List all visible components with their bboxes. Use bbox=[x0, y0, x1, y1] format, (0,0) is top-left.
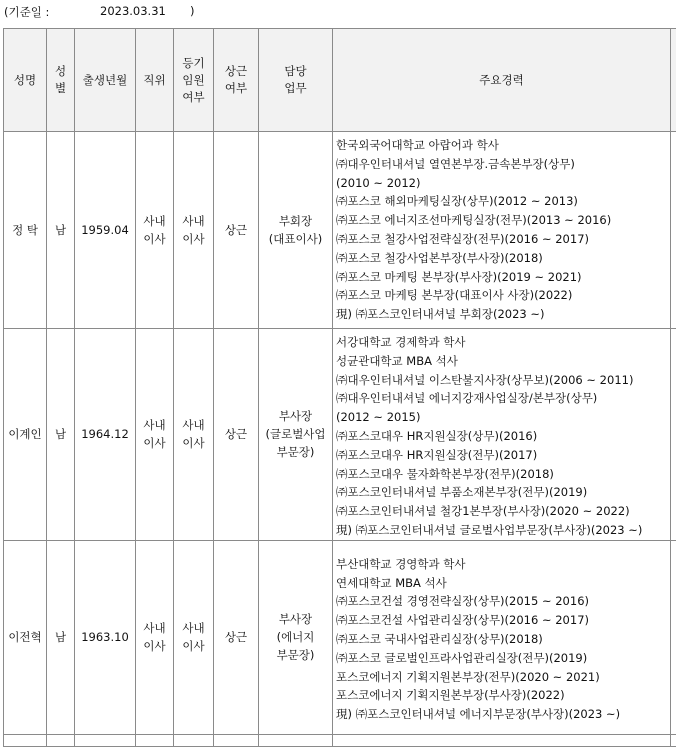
cell-career bbox=[333, 540, 671, 734]
cell-title: 사내 이사 bbox=[136, 540, 174, 734]
career-line: ㈜대우인터내셔널 이스탄불지사장(상무보)(2006 ~ 2011) bbox=[336, 371, 670, 390]
cell-gender: 남 bbox=[47, 132, 75, 329]
career-line: ㈜포스코 마케팅 본부장(대표이사 사장)(2022) bbox=[336, 286, 670, 305]
career-line: 성균관대학교 MBA 석사 bbox=[336, 352, 670, 371]
career-line: 한국외국어대학교 아랍어과 학사 bbox=[336, 136, 670, 155]
cell-gender: 남 bbox=[47, 540, 75, 734]
cell-career bbox=[333, 329, 671, 541]
cell-career bbox=[333, 132, 671, 329]
career-line: 부산대학교 경영학과 학사 bbox=[336, 555, 670, 574]
cell-gender: 남 bbox=[47, 329, 75, 541]
career-line: ㈜대우인터내셔널 에너지강재사업실장/본부장(상무) bbox=[336, 389, 670, 408]
executive-table bbox=[3, 28, 676, 747]
career-line: ㈜포스코인터내셔널 부품소재본부장(전무)(2019) bbox=[336, 483, 670, 502]
cell-title: 사내 이사 bbox=[136, 132, 174, 329]
cell-name: 이계인 bbox=[4, 329, 47, 541]
cell-fulltime: 상근 bbox=[214, 329, 259, 541]
header-row bbox=[4, 29, 676, 132]
career-line: ㈜포스코 글로벌인프라사업관리실장(전무)(2019) bbox=[336, 649, 670, 668]
header-gender: 성 별 bbox=[47, 29, 75, 132]
cell-birth: 1964.12 bbox=[75, 329, 136, 541]
basis-close: ) bbox=[190, 4, 195, 18]
career-line: ㈜포스코대우 HR지원실장(전무)(2017) bbox=[336, 446, 670, 465]
header-duty: 담당 업무 bbox=[259, 29, 333, 132]
basis-date-line bbox=[0, 0, 676, 24]
basis-date: 2023.03.31 bbox=[100, 4, 166, 18]
cell-fulltime: 상근 bbox=[214, 540, 259, 734]
career-line: ㈜포스코 해외마케팅실장(상무)(2012 ~ 2013) bbox=[336, 192, 670, 211]
career-line: ㈜포스코건설 사업관리실장(상무)(2016 ~ 2017) bbox=[336, 611, 670, 630]
cell-fulltime: 상근 bbox=[214, 132, 259, 329]
career-line: 서강대학교 경제학과 학사 bbox=[336, 333, 670, 352]
cell-name: 이전혁 bbox=[4, 540, 47, 734]
career-line: ㈜포스코 철강사업본부장(부사장)(2018) bbox=[336, 249, 670, 268]
career-line: 現) ㈜포스코인터내셔널 글로벌사업부문장(부사장)(2023 ~) bbox=[336, 521, 670, 540]
spacer-cell bbox=[671, 132, 676, 329]
career-line: ㈜포스코인터내셔널 철강1본부장(부사장)(2020 ~ 2022) bbox=[336, 502, 670, 521]
header-career: 주요경력 bbox=[333, 29, 671, 132]
header-spacer bbox=[671, 29, 676, 132]
cell-registered: 사내 이사 bbox=[174, 329, 214, 541]
career-line: ㈜포스코대우 HR지원실장(상무)(2016) bbox=[336, 427, 670, 446]
cell-duty: 부사장 (에너지 부문장) bbox=[259, 540, 333, 734]
spacer-cell bbox=[671, 540, 676, 734]
table-row bbox=[4, 132, 676, 329]
career-line: ㈜포스코 국내사업관리실장(상무)(2018) bbox=[336, 630, 670, 649]
cell-registered: 사내 이사 bbox=[174, 132, 214, 329]
header-title: 직위 bbox=[136, 29, 174, 132]
cell-duty: 부회장 (대표이사) bbox=[259, 132, 333, 329]
cell-birth: 1963.10 bbox=[75, 540, 136, 734]
career-line: 연세대학교 MBA 석사 bbox=[336, 574, 670, 593]
career-line: 現) ㈜포스코인터내셔널 에너지부문장(부사장)(2023 ~) bbox=[336, 705, 670, 724]
table-row bbox=[4, 540, 676, 734]
career-line: ㈜포스코 철강사업전략실장(전무)(2016 ~ 2017) bbox=[336, 230, 670, 249]
cell-duty: 부사장 (글로벌사업 부문장) bbox=[259, 329, 333, 541]
spacer-cell bbox=[671, 329, 676, 541]
career-line: (2010 ~ 2012) bbox=[336, 174, 670, 193]
header-name: 성명 bbox=[4, 29, 47, 132]
table-row bbox=[4, 329, 676, 541]
career-line: 現) ㈜포스코인터내셔널 부회장(2023 ~) bbox=[336, 305, 670, 324]
header-fulltime: 상근 여부 bbox=[214, 29, 259, 132]
header-birth: 출생년월 bbox=[75, 29, 136, 132]
career-line: 포스코에너지 기획지원본부장(부사장)(2022) bbox=[336, 686, 670, 705]
cell-name: 정 탁 bbox=[4, 132, 47, 329]
career-line: ㈜대우인터내셔널 열연본부장.금속본부장(상무) bbox=[336, 155, 670, 174]
career-line: (2012 ~ 2015) bbox=[336, 408, 670, 427]
cell-title: 사내 이사 bbox=[136, 329, 174, 541]
header-registered: 등기 임원 여부 bbox=[174, 29, 214, 132]
basis-label: (기준일 : bbox=[4, 4, 49, 20]
career-line: ㈜포스코 마케팅 본부장(부사장)(2019 ~ 2021) bbox=[336, 268, 670, 287]
career-line: ㈜포스코 에너지조선마케팅실장(전무)(2013 ~ 2016) bbox=[336, 211, 670, 230]
career-line: ㈜포스코건설 경영전략실장(상무)(2015 ~ 2016) bbox=[336, 592, 670, 611]
career-line: ㈜포스코대우 물자화학본부장(전무)(2018) bbox=[336, 465, 670, 484]
career-line: 포스코에너지 기획지원본부장(전무)(2020 ~ 2021) bbox=[336, 668, 670, 687]
table-row-partial bbox=[4, 734, 676, 746]
cell-birth: 1959.04 bbox=[75, 132, 136, 329]
cell-registered: 사내 이사 bbox=[174, 540, 214, 734]
